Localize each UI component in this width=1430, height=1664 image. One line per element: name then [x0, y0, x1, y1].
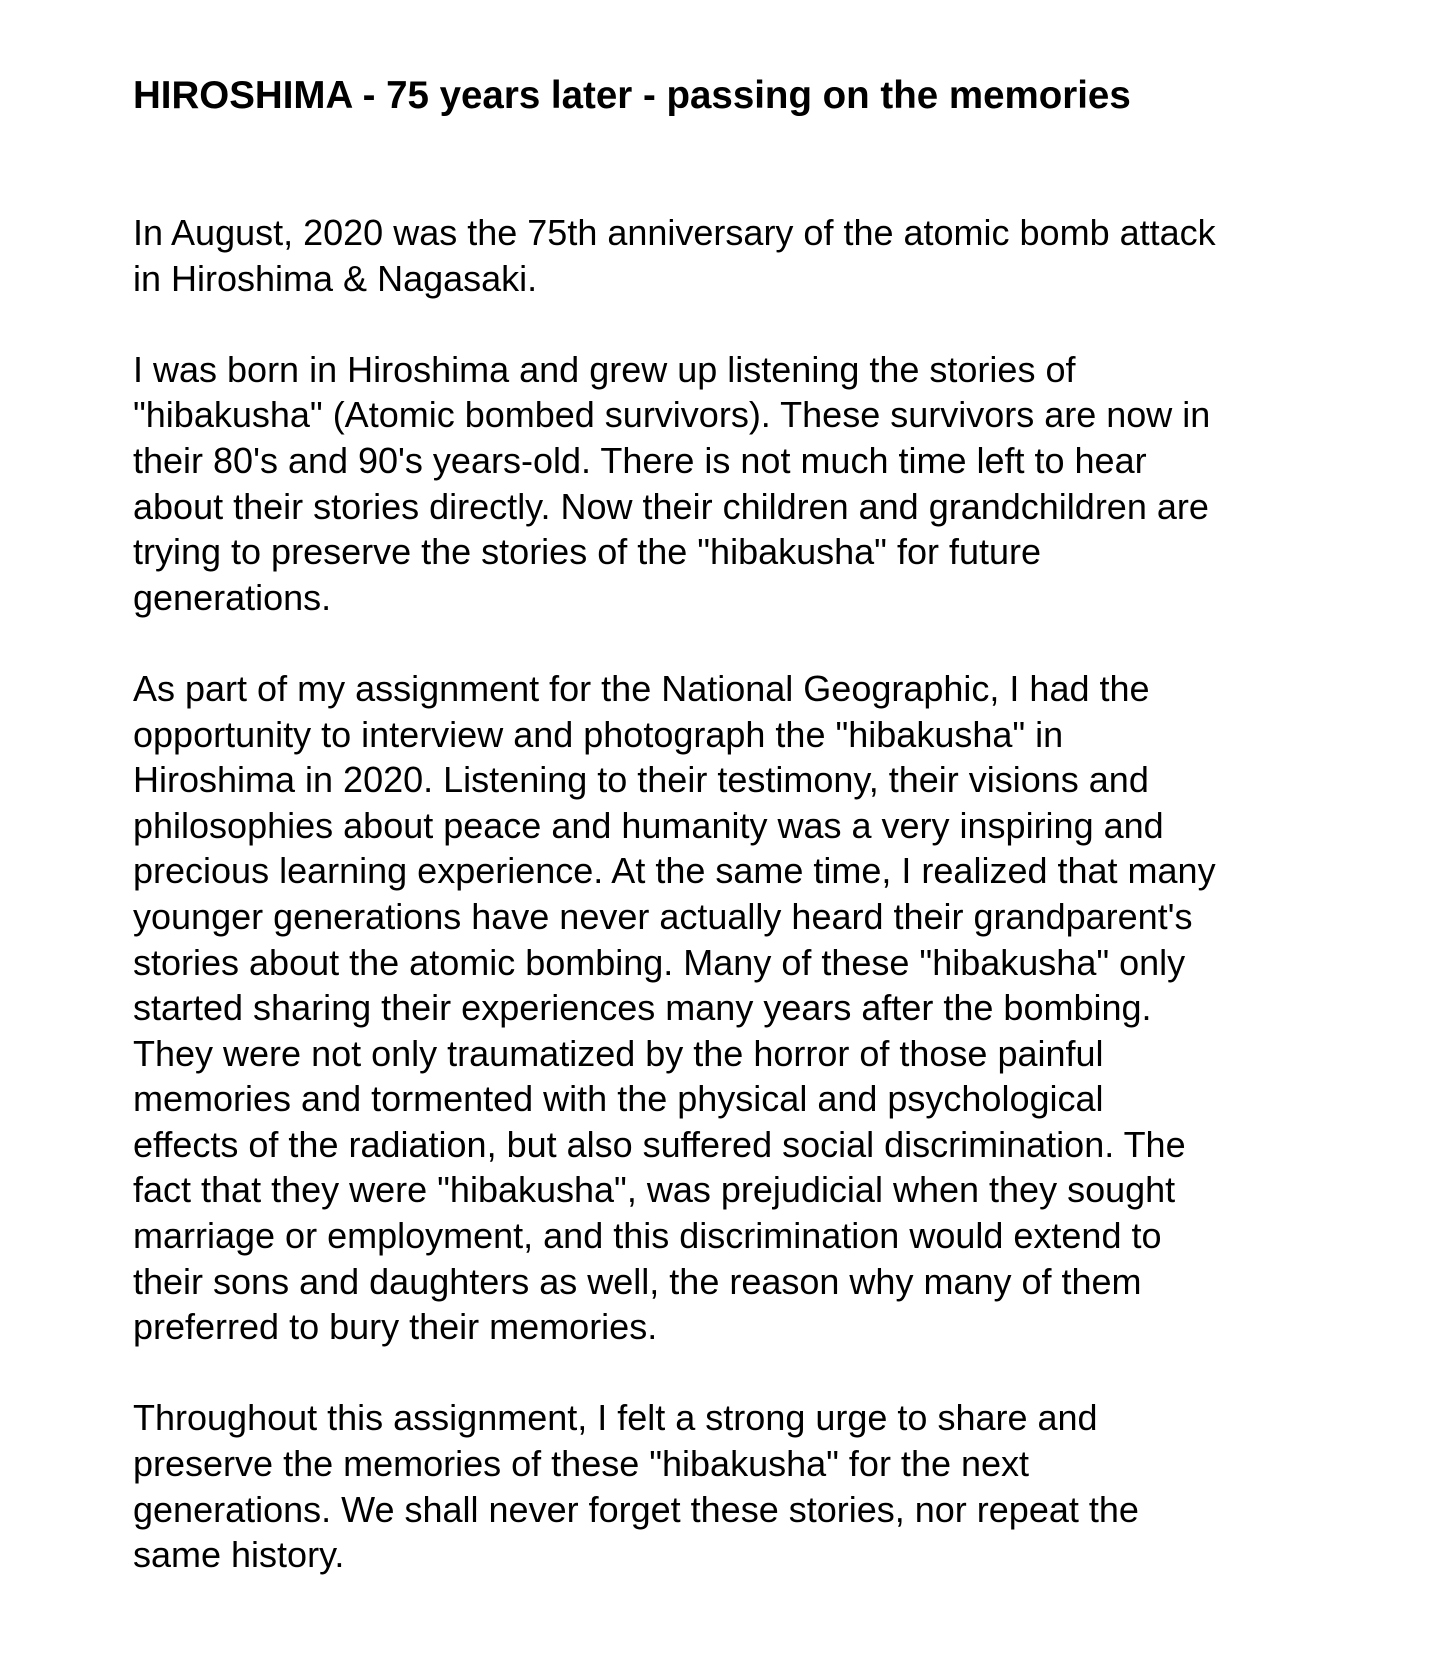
paragraph-line: in Hiroshima & Nagasaki. — [133, 257, 538, 299]
paragraph-line: generations. — [133, 576, 332, 618]
document-body — [133, 210, 1333, 1578]
paragraph-line: preferred to bury their memories. — [133, 1306, 658, 1348]
paragraph-line: philosophies about peace and humanity was a very inspiring and — [133, 804, 1164, 846]
paragraph-line: Throughout this assignment, I felt a strong urge to share and — [133, 1397, 1098, 1439]
paragraph-line: memories and tormented with the physical and psychological — [133, 1078, 1104, 1120]
paragraph-line: about their stories directly. Now their children and grandchildren are — [133, 485, 1209, 527]
paragraph — [133, 210, 1333, 301]
paragraph-line: They were not only traumatized by the horror of those painful — [133, 1032, 1104, 1074]
paragraph-line: generations. We shall never forget these stories, nor repeat the — [133, 1488, 1139, 1530]
paragraph-line: their 80's and 90's years-old. There is not much time left to hear — [133, 439, 1147, 481]
paragraph-line: "hibakusha" (Atomic bombed survivors). These survivors are now in — [133, 394, 1211, 436]
paragraph-line: As part of my assignment for the National Geographic, I had the — [133, 667, 1150, 709]
paragraph-line: stories about the atomic bombing. Many of these "hibakusha" only — [133, 941, 1186, 983]
paragraph-line: preserve the memories of these "hibakusha" for the next — [133, 1443, 1030, 1485]
paragraph-line: fact that they were "hibakusha", was prejudicial when they sought — [133, 1169, 1176, 1211]
paragraph-line: trying to preserve the stories of the "hibakusha" for future — [133, 531, 1042, 573]
paragraph-line: In August, 2020 was the 75th anniversary of the atomic bomb attack — [133, 212, 1216, 253]
paragraph-line: Hiroshima in 2020. Listening to their testimony, their visions and — [133, 759, 1149, 801]
document — [133, 66, 1333, 1623]
paragraph-line: started sharing their experiences many years after the bombing. — [133, 987, 1152, 1029]
paragraph — [133, 1395, 1333, 1577]
paragraph-line: opportunity to interview and photograph the "hibakusha" in — [133, 713, 1064, 755]
paragraph — [133, 666, 1333, 1350]
paragraph-line: their sons and daughters as well, the reason why many of them — [133, 1260, 1142, 1302]
document-title: HIROSHIMA - 75 years later - passing on the memories — [133, 74, 1131, 117]
paragraph — [133, 347, 1333, 621]
paragraph-line: effects of the radiation, but also suffered social discrimination. The — [133, 1123, 1186, 1165]
paragraph-line: precious learning experience. At the same time, I realized that many — [133, 850, 1216, 892]
paragraph-line: marriage or employment, and this discrimination would extend to — [133, 1215, 1162, 1257]
paragraph-line: younger generations have never actually heard their grandparent's — [133, 895, 1193, 937]
paragraph-line: same history. — [133, 1534, 345, 1576]
paragraph-line: I was born in Hiroshima and grew up listening the stories of — [133, 348, 1076, 390]
